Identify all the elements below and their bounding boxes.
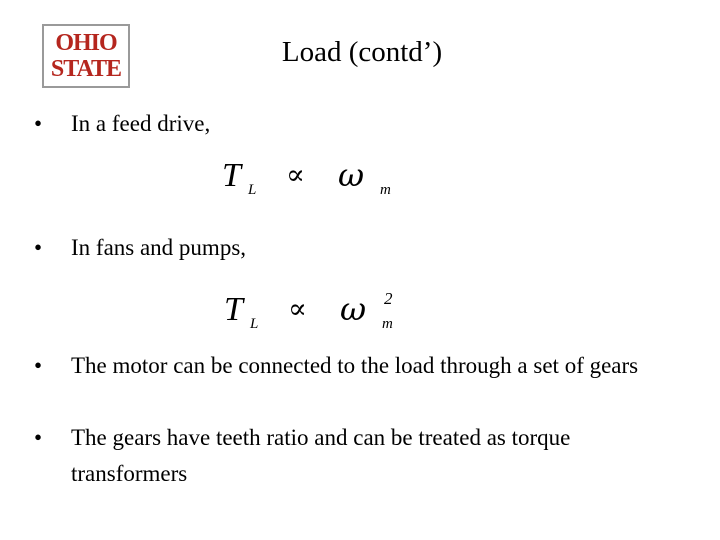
bullet-dot: • (34, 425, 43, 450)
eq2-lhs-sub: L (250, 316, 259, 332)
bullet-dot: • (34, 353, 43, 378)
eq1-lhs: T (222, 157, 241, 194)
eq2-lhs: T (224, 291, 243, 328)
bullet-item (34, 106, 694, 142)
eq1-lhs-sub: L (248, 182, 257, 198)
logo-line1: OHIO (55, 30, 117, 56)
eq2-rhs-sub: m (382, 316, 393, 332)
eq2-rhs-sup: 2 (384, 289, 393, 308)
bullet-item (34, 420, 674, 492)
bullet-text: The gears have teeth ratio and can be treated as torque transformers (71, 425, 571, 486)
bullet-text: In fans and pumps, (71, 235, 247, 260)
eq1-rhs: ω (338, 156, 365, 194)
bullet-dot: • (34, 235, 43, 260)
bullet-text: The motor can be connected to the load through a set of gears (71, 353, 639, 378)
equation-fans-pumps (224, 284, 404, 339)
eq2-rhs: ω (340, 290, 367, 328)
eq1-rhs-sub: m (380, 182, 391, 198)
bullet-text: In a feed drive, (71, 111, 211, 136)
eq1-relation: ∝ (286, 158, 305, 191)
equation-feed-drive (222, 152, 402, 207)
slide-title (0, 36, 720, 69)
bullet-item (34, 230, 694, 266)
eq2-relation: ∝ (288, 292, 307, 325)
logo-line2: STATE (50, 56, 122, 82)
bullet-dot: • (34, 111, 43, 136)
slide-title-text: Load (contd’) (281, 36, 443, 68)
bullet-item (34, 348, 694, 384)
